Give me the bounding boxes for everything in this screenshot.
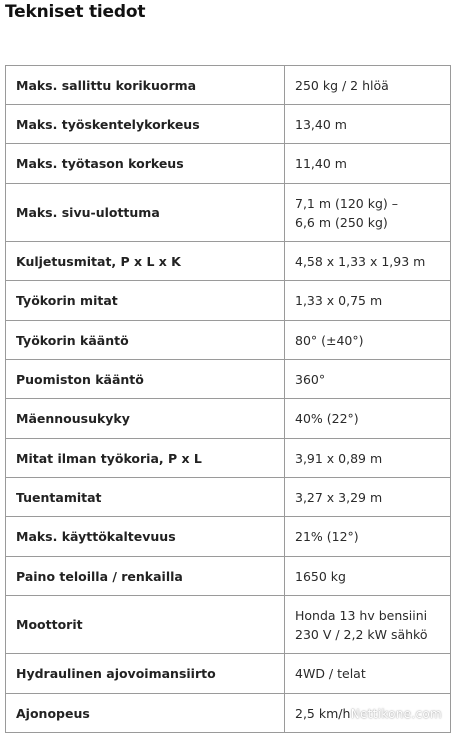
spec-label: Maks. työtason korkeus [6,144,285,184]
spec-table [5,65,451,733]
spec-value [285,478,451,517]
spec-label: Maks. sivu-ulottuma [6,184,285,242]
spec-value [285,281,451,321]
table-row [6,144,451,184]
spec-label: Työkorin kääntö [6,321,285,360]
table-row [6,654,451,694]
spec-value-line: 13,40 m [295,116,347,132]
spec-value-line: 21% (12°) [295,529,359,544]
page-title: Tekniset tiedot [5,2,146,22]
spec-value [285,517,451,557]
spec-label: Hydraulinen ajovoimansiirto [6,654,285,694]
spec-value [285,439,451,478]
spec-label: Puomiston kääntö [6,360,285,399]
spec-value-line: 3,27 x 3,29 m [295,489,383,505]
spec-label: Kuljetusmitat, P x L x K [6,242,285,281]
spec-value [285,654,451,694]
table-row [6,596,451,654]
spec-value [285,399,451,439]
spec-value-line: Honda 13 hv bensiini [295,607,428,623]
spec-value-line: 4,58 x 1,33 x 1,93 m [295,253,426,269]
spec-label: Työkorin mitat [6,281,285,321]
spec-value-line: 230 V / 2,2 kW sähkö [295,626,428,642]
spec-value-line: 80° (±40°) [295,332,364,348]
table-row [6,439,451,478]
spec-value [285,105,451,144]
table-row [6,321,451,360]
spec-label: Ajonopeus [6,694,285,733]
spec-table-body [6,66,451,733]
table-row [6,517,451,557]
spec-value [285,184,451,242]
spec-value-line: 2,5 km/h [295,705,351,721]
spec-value-line: 1650 kg [295,568,346,584]
spec-value [285,321,451,360]
watermark: Nettikone.com [350,707,442,721]
spec-value [285,596,451,654]
spec-label: Maks. käyttökaltevuus [6,517,285,557]
spec-value [285,144,451,184]
table-row [6,184,451,242]
spec-value-line: 11,40 m [295,156,347,171]
spec-label: Paino teloilla / renkailla [6,557,285,596]
spec-value-line: 1,33 x 0,75 m [295,293,383,308]
table-row [6,242,451,281]
table-row [6,105,451,144]
spec-label: Maks. työskentelykorkeus [6,105,285,144]
spec-label: Tuentamitat [6,478,285,517]
spec-label: Moottorit [6,596,285,654]
spec-value [285,242,451,281]
spec-value-line: 4WD / telat [295,666,366,681]
spec-value [285,66,451,105]
spec-label: Mitat ilman työkoria, P x L [6,439,285,478]
spec-value [285,360,451,399]
spec-value [285,557,451,596]
table-row [6,360,451,399]
table-row [6,478,451,517]
spec-value-line: 6,6 m (250 kg) [295,214,388,230]
spec-value-line: 250 kg / 2 hlöä [295,77,389,93]
table-row [6,66,451,105]
spec-label: Mäennousukyky [6,399,285,439]
spec-value-line: 40% (22°) [295,411,359,426]
spec-value-line: 3,91 x 0,89 m [295,450,383,466]
table-row [6,399,451,439]
spec-value-line: 7,1 m (120 kg) – [295,195,398,211]
spec-label: Maks. sallittu korikuorma [6,66,285,105]
table-row [6,281,451,321]
spec-value-line: 360° [295,371,326,387]
table-row [6,557,451,596]
